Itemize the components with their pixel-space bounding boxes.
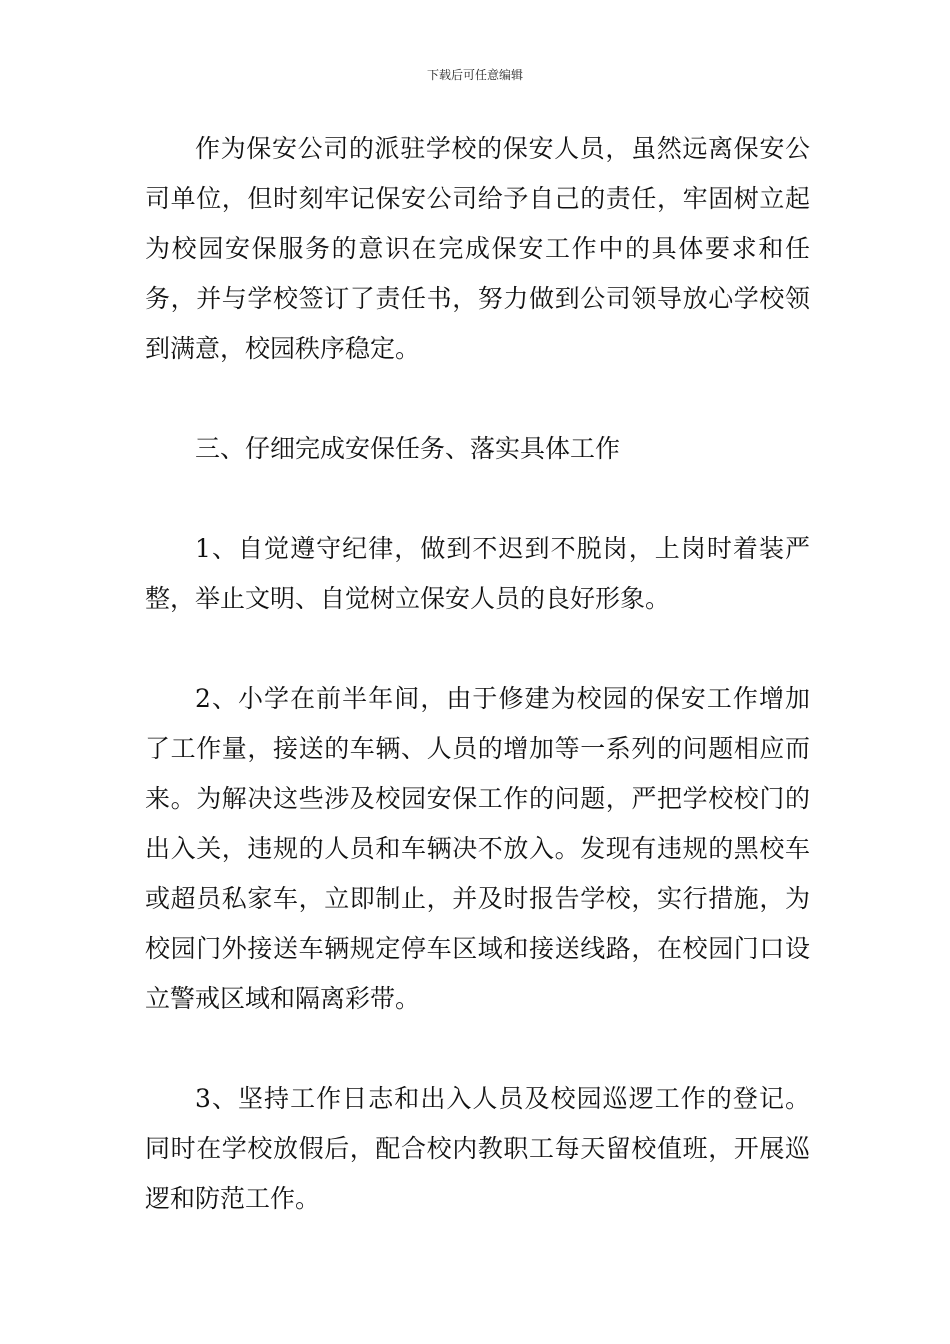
paragraph-item-2: 2、小学在前半年间，由于修建为校园的保安工作增加了工作量，接送的车辆、人员的增加等一系列的问题相应而来。为解决这些涉及校园安保工作的问题，严把学校校门的出入关，违规的人员和车辆决不放入。发现有违规的黑校车或超员私家车，立即制止，并及时报告学校，实行措施，为校园门外接送车辆规定停车区域和接送线路，在校园门口设立警戒区域和隔离彩带。: [145, 684, 810, 1013]
paragraph-item-3: 3、坚持工作日志和出入人员及校园巡逻工作的登记。同时在学校放假后，配合校内教职工每天留校值班，开展巡逻和防范工作。: [145, 1084, 810, 1213]
page-header-note: 下载后可任意编辑: [426, 68, 523, 82]
section-heading: 三、仔细完成安保任务、落实具体工作: [195, 434, 621, 463]
paragraph-gap: [145, 1024, 810, 1074]
document-body: [145, 124, 810, 1224]
paragraph-gap: [145, 474, 810, 524]
paragraph-gap: [145, 624, 810, 674]
paragraph-item-1: 1、自觉遵守纪律，做到不迟到不脱岗，上岗时着装严整，举止文明、自觉树立保安人员的良好形象。: [145, 534, 810, 613]
paragraph-responsibility: 作为保安公司的派驻学校的保安人员，虽然远离保安公司单位，但时刻牢记保安公司给予自己的责任，牢固树立起为校园安保服务的意识在完成保安工作中的具体要求和任务，并与学校签订了责任书，努力做到公司领导放心学校领到满意，校园秩序稳定。: [145, 134, 810, 363]
paragraph-gap: [145, 374, 810, 424]
